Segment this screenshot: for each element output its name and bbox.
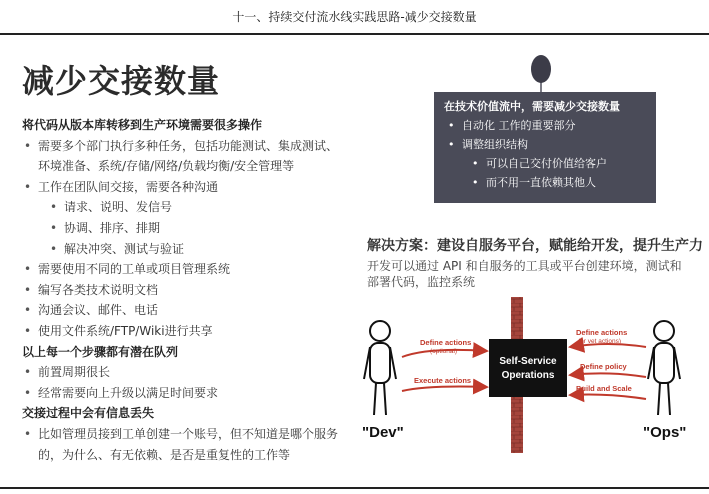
right-arrow2-label: Define policy: [580, 362, 627, 371]
heading-queues: 以上每一个步骤都有潜在队列: [22, 344, 179, 359]
solution-description: 开发可以通过 API 和自服务的工具或平台创建环境，测试和部署代码，监控系统: [367, 259, 682, 289]
arrow-execute-actions: [402, 387, 487, 392]
footer-divider: [0, 487, 709, 489]
bullet-escalation: • 经常需要向上升级以满足时间要求: [22, 383, 352, 404]
right-arrow1-label: Define actions: [576, 328, 628, 337]
value-box-item-automation: • 自动化 工作的重要部分: [444, 116, 646, 135]
value-box-subitem-deliver: • 可以自己交付价值给客户: [444, 154, 646, 173]
ops-label: "Ops": [643, 424, 687, 441]
center-label-line2: Operations: [501, 370, 555, 381]
left-arrow2-label: Execute actions: [414, 376, 472, 385]
self-service-diagram: [358, 295, 688, 455]
value-stream-box: [434, 92, 656, 203]
left-arrow1-label: Define actions: [420, 338, 472, 347]
sub-bullet-resolve: • 解决冲突、测试与验证: [22, 239, 352, 260]
right-arrow1-sub: (or vet actions): [578, 338, 621, 345]
bullet-lead-time: • 前置周期很长: [22, 362, 352, 383]
bullet-meetings: • 沟通会议、邮件、电话: [22, 300, 352, 321]
slide-title: 减少交接数量: [22, 62, 221, 100]
arrow-build-scale: [570, 395, 646, 400]
center-label-line1: Self-Service: [499, 356, 557, 367]
bullet-handoff: • 工作在团队间交接，需要各种沟通: [22, 177, 352, 198]
solution-title: 解决方案：建设自服务平台，赋能给开发，提升生产力: [367, 238, 703, 254]
left-content: [22, 115, 352, 465]
self-service-box: [489, 339, 567, 397]
arrow-define-policy: [570, 373, 646, 377]
value-box-title: 在技术价值流中，需要减少交接数量: [444, 100, 620, 113]
value-box-item-org: • 调整组织结构: [444, 135, 646, 154]
header-divider: [0, 33, 709, 35]
ops-figure-icon: [648, 321, 680, 415]
sub-bullet-coordinate: • 协调、排序、排期: [22, 218, 352, 239]
bullet-departments: • 需要多个部门执行多种任务，包括功能测试、集成测试、 环境准备、系统/存储/网络/负载均衡/安全管理等: [22, 136, 352, 177]
dev-label: "Dev": [362, 424, 404, 441]
right-arrow3-label: Build and Scale: [576, 384, 632, 393]
left-arrow1-sub: (optional): [430, 348, 458, 355]
bullet-ticket-systems: • 需要使用不同的工单或项目管理系统: [22, 259, 352, 280]
heading-operations: 将代码从版本库转移到生产环境需要很多操作: [22, 118, 263, 132]
sub-bullet-request: • 请求、说明、发信号: [22, 197, 352, 218]
page-header-title: 十一、持续交付流水线实践思路-减少交接数量: [232, 10, 477, 24]
pin-icon: [531, 55, 551, 83]
bullet-sharing: • 使用文件系统/FTP/Wiki进行共享: [22, 321, 352, 342]
bullet-docs: • 编写各类技术说明文档: [22, 280, 352, 301]
dev-figure-icon: [364, 321, 396, 415]
value-box-subitem-independent: • 而不用一直依赖其他人: [444, 173, 646, 192]
heading-info-loss: 交接过程中会有信息丢失: [22, 406, 155, 421]
bullet-example: • 比如管理员接到工单创建一个账号，但不知道是哪个服务 的，为什么、有无依赖、是否是重复性的工作等: [22, 424, 352, 465]
